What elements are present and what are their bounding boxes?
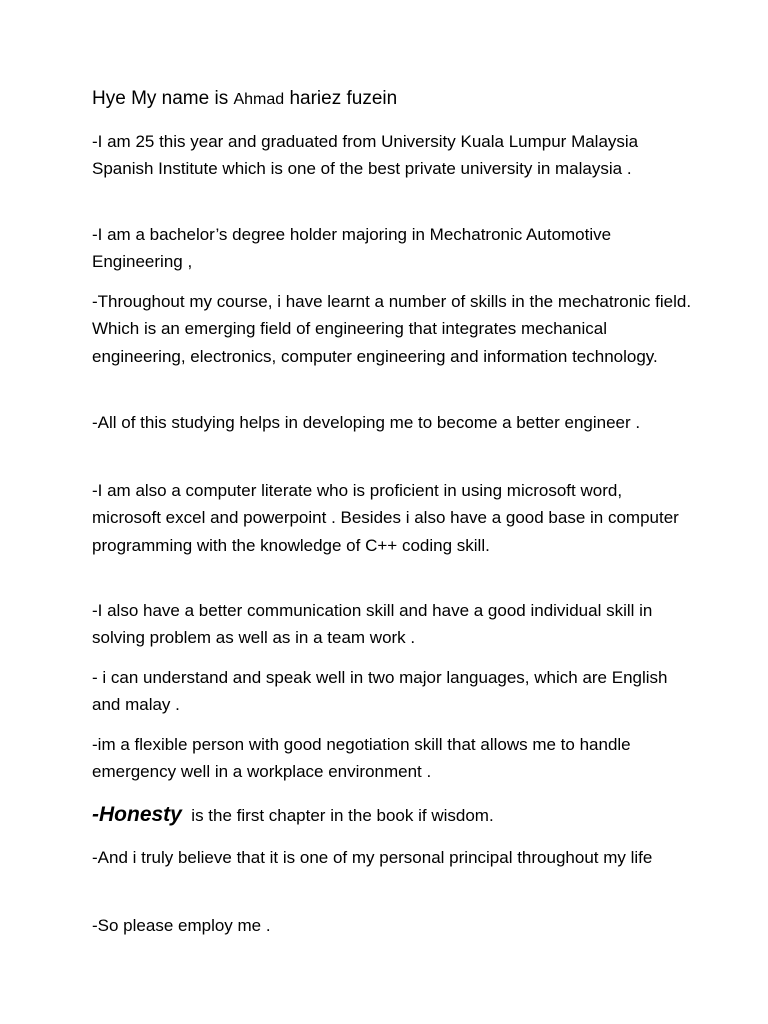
title-first-name: Ahmad	[233, 91, 285, 108]
paragraph-education: -I am 25 this year and graduated from University Kuala Lumpur Malaysia Spanish Institute which is one of the best private university in malaysia .	[92, 132, 639, 179]
paragraph-flexibility: -im a flexible person with good negotiation skill that allows me to handle emergency well in a workplace environment .	[92, 735, 631, 782]
paragraph-closing: -So please employ me .	[92, 916, 271, 935]
honesty-statement	[92, 800, 494, 831]
paragraph-computer: -I am also a computer literate who is proficient in using microsoft word, microsoft excel and powerpoint . Besides i also have a good base in computer programming with the knowledge of C++ coding skill.	[92, 481, 679, 555]
title-rest: hariez fuzein	[284, 88, 398, 109]
page-title	[92, 86, 397, 113]
paragraph-languages: - i can understand and speak well in two major languages, which are English and malay .	[92, 668, 668, 715]
paragraph-skills: -Throughout my course, i have learnt a number of skills in the mechatronic field. Which is an emerging field of engineering that integrates mechanical engineering, electronics, computer engineering and information technology.	[92, 292, 692, 366]
honesty-rest: is the first chapter in the book if wisdom.	[181, 806, 494, 825]
honesty-emphasis: -Honesty	[92, 803, 182, 826]
paragraph-communication: -I also have a better communication skill and have a good individual skill in solving problem as well as in a team work .	[92, 601, 653, 648]
title-prefix: Hye My name is	[92, 88, 234, 109]
paragraph-development: -All of this studying helps in developing me to become a better engineer .	[92, 413, 641, 432]
paragraph-degree: -I am a bachelor’s degree holder majoring in Mechatronic Automotive Engineering ,	[92, 225, 612, 272]
paragraph-belief: -And i truly believe that it is one of my personal principal throughout my life	[92, 848, 653, 867]
